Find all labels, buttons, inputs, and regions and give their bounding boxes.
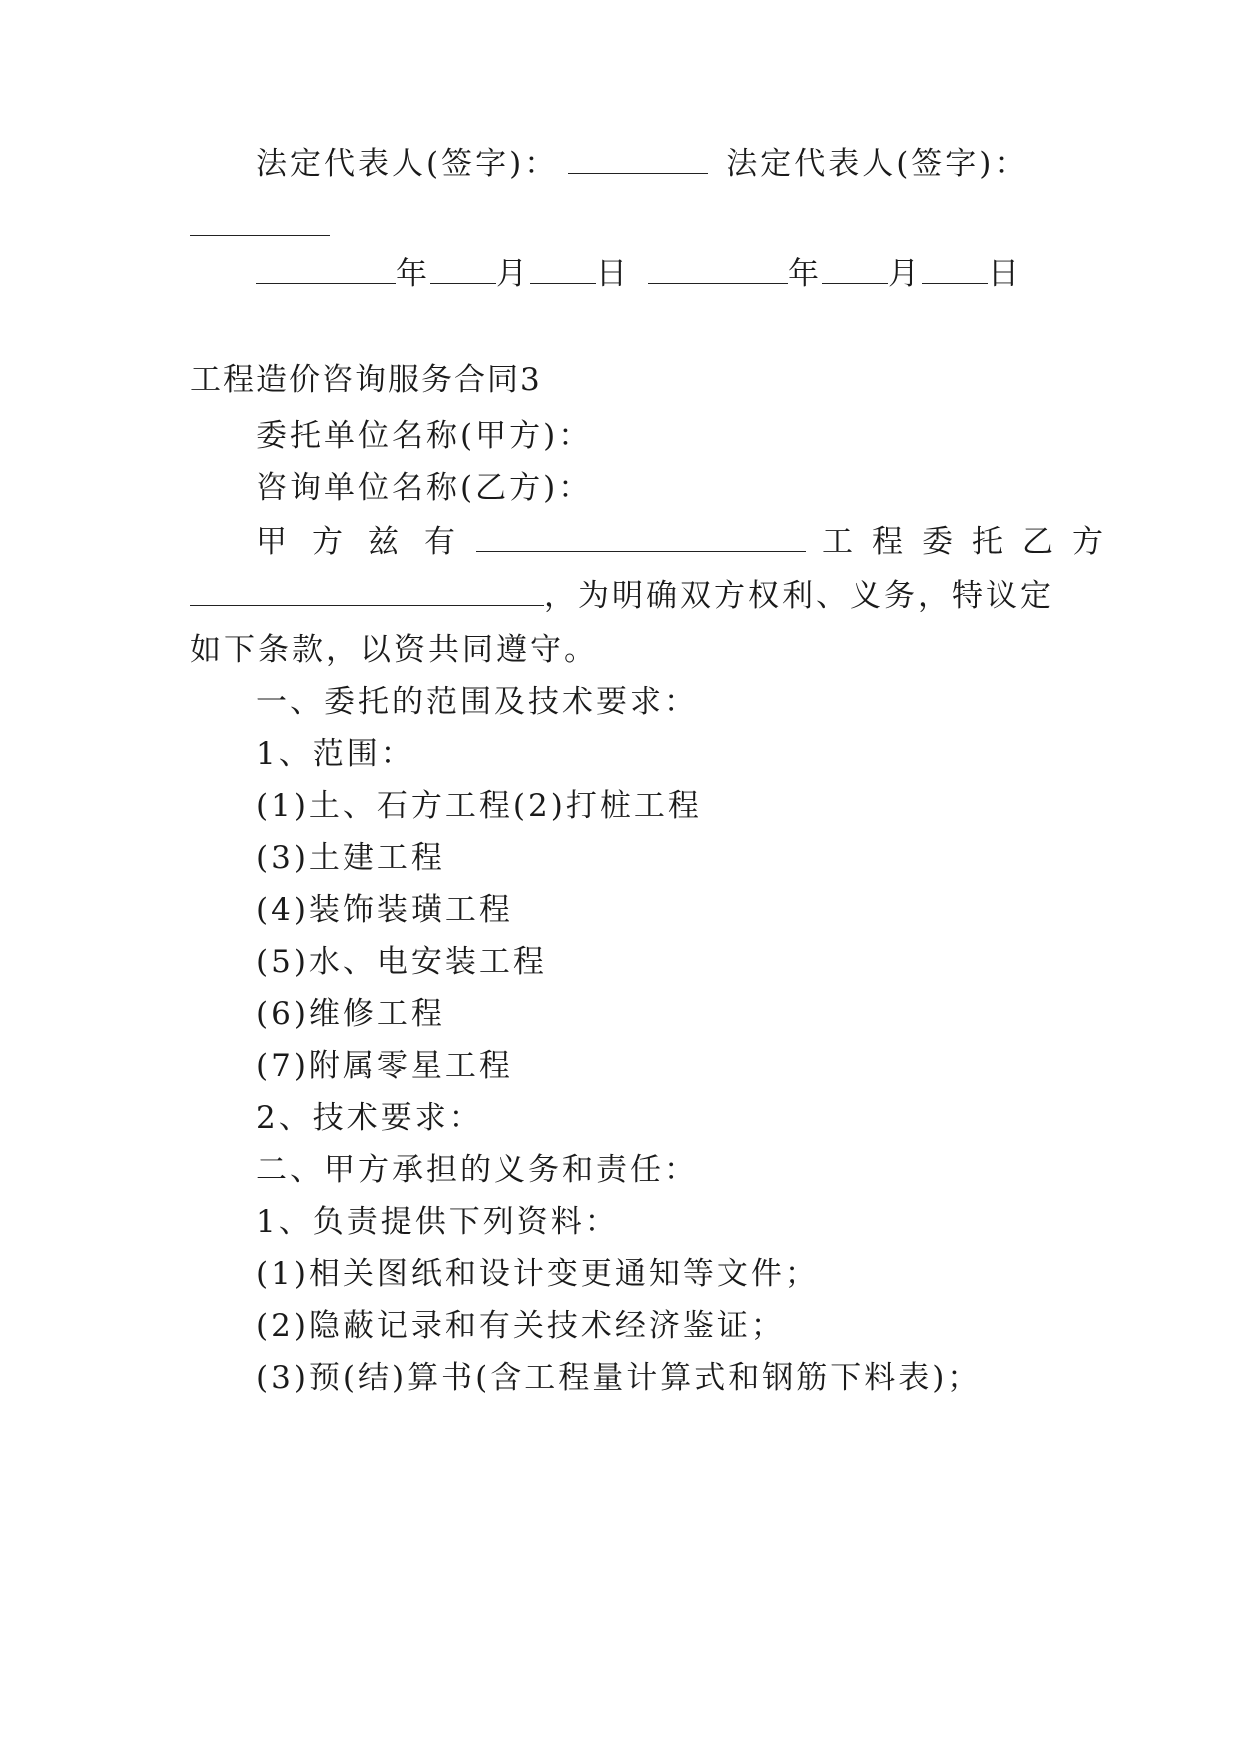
day-blank-b[interactable]: [922, 257, 988, 284]
signature-blank-b[interactable]: [190, 209, 330, 236]
month-label-a: 月: [496, 256, 530, 292]
day-blank-a[interactable]: [530, 257, 596, 284]
clause-line: (1)土、石方工程(2)打桩工程: [256, 788, 702, 824]
project-name-blank[interactable]: [476, 525, 806, 552]
intro-char: 有: [424, 524, 458, 560]
clause-line: (3)预(结)算书(含工程量计算式和钢筋下料表)；: [256, 1360, 982, 1396]
intro-char: 托: [972, 524, 1006, 560]
signature-blank-a[interactable]: [568, 147, 708, 174]
clause-line: 一、委托的范围及技术要求：: [256, 684, 698, 720]
intro-char: 兹: [368, 524, 402, 560]
clause-line: (5)水、电安装工程: [256, 944, 547, 980]
party-b-label: 咨询单位名称(乙方)：: [256, 470, 593, 506]
year-blank-b[interactable]: [648, 257, 788, 284]
month-blank-a[interactable]: [430, 257, 496, 284]
legal-rep-label-a: 法定代表人(签字)：: [256, 146, 559, 182]
year-label-b: 年: [788, 256, 822, 292]
month-blank-b[interactable]: [822, 257, 888, 284]
year-blank-a[interactable]: [256, 257, 396, 284]
signature-blank-b-line: [190, 208, 330, 244]
commission-blank[interactable]: [190, 579, 544, 606]
clause-line: (3)土建工程: [256, 840, 445, 876]
clause-line: 1、负责提供下列资料：: [256, 1204, 619, 1240]
intro-line-3: 如下条款，以资共同遵守。: [190, 632, 598, 668]
clause-line: (4)装饰装璜工程: [256, 892, 513, 928]
day-label-a: 日: [596, 256, 630, 292]
day-label-b: 日: [988, 256, 1022, 292]
clause-line: 2、技术要求：: [256, 1100, 483, 1136]
intro-char: 程: [872, 524, 906, 560]
intro-char: 委: [922, 524, 956, 560]
intro-char: 乙: [1022, 524, 1056, 560]
clause-line: (2)隐蔽记录和有关技术经济鉴证；: [256, 1308, 785, 1344]
date-line: [256, 256, 1022, 292]
legal-rep-label-b: 法定代表人(签字)：: [726, 146, 1029, 182]
signature-line: [256, 146, 1028, 182]
clause-line: 1、范围：: [256, 736, 415, 772]
intro-line-1: [256, 524, 1106, 560]
clause-line: (1)相关图纸和设计变更通知等文件；: [256, 1256, 819, 1292]
clause-line: (6)维修工程: [256, 996, 445, 1032]
year-label-a: 年: [396, 256, 430, 292]
intro-line-2: [190, 578, 1054, 614]
intro-line-2-text: ，为明确双方权利、义务，特议定: [544, 578, 1054, 614]
intro-char: 方: [312, 524, 346, 560]
party-a-label: 委托单位名称(甲方)：: [256, 418, 593, 454]
clause-line: 二、甲方承担的义务和责任：: [256, 1152, 698, 1188]
intro-char: 工: [822, 524, 856, 560]
month-label-b: 月: [888, 256, 922, 292]
clause-line: (7)附属零星工程: [256, 1048, 513, 1084]
intro-char: 甲: [256, 524, 290, 560]
intro-char: 方: [1072, 524, 1106, 560]
document-heading: 工程造价咨询服务合同3: [190, 362, 542, 398]
